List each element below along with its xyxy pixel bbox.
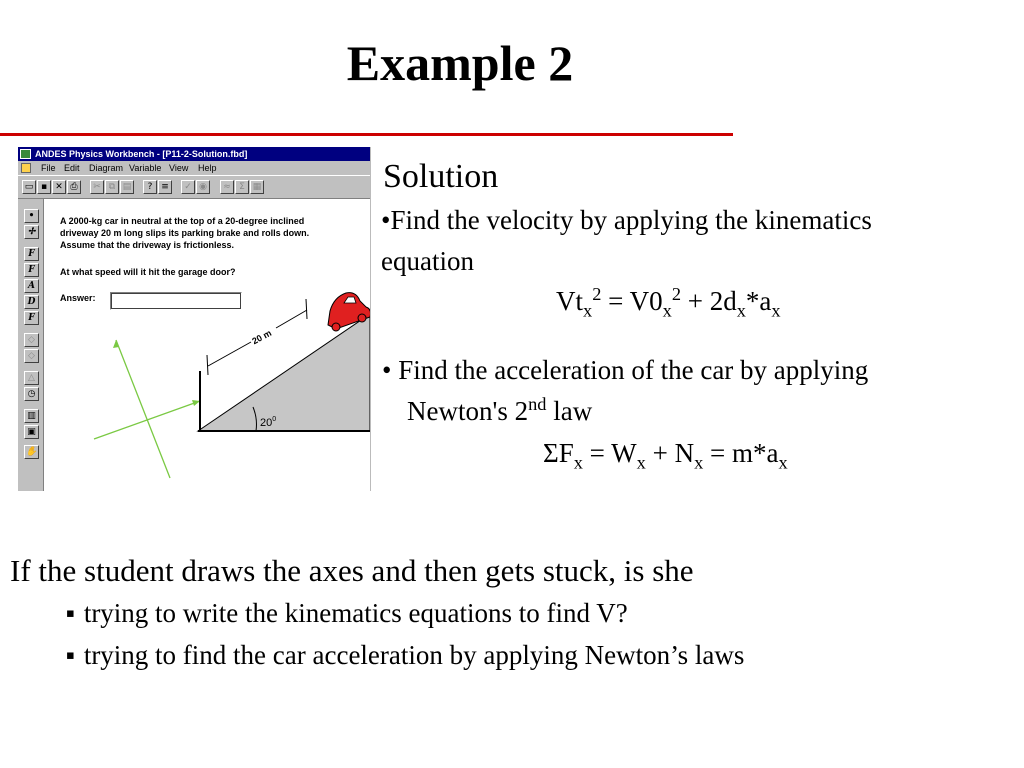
- toolbar: [18, 175, 370, 199]
- menu-variable[interactable]: Variable: [129, 163, 162, 173]
- solution-heading: Solution: [383, 158, 499, 195]
- force-vector-icon[interactable]: F: [24, 247, 39, 261]
- app-icon: [20, 149, 31, 159]
- menu-diagram[interactable]: Diagram: [89, 163, 124, 173]
- hand-tool-icon[interactable]: ✋: [25, 447, 38, 457]
- solution-step2: [382, 355, 868, 385]
- window-title: ANDES Physics Workbench - [P11-2-Solution.fbd]: [35, 149, 248, 159]
- system-tool-icon[interactable]: ◇: [24, 349, 39, 363]
- incline-ramp: [198, 314, 370, 431]
- displacement-vector-icon[interactable]: D: [24, 295, 39, 309]
- problem-question: At what speed will it hit the garage door?: [60, 267, 236, 277]
- axes-tool-icon[interactable]: ✢: [24, 225, 39, 239]
- y-axis-line[interactable]: [116, 340, 170, 478]
- option-text: trying to find the car acceleration by applying Newton’s laws: [83, 640, 745, 670]
- paste-icon[interactable]: ▤: [120, 180, 134, 194]
- length-label: 20 m: [250, 327, 274, 347]
- sigma-icon[interactable]: Σ: [235, 180, 249, 194]
- square-bullet-icon: ▪: [66, 648, 75, 663]
- field-vector-icon[interactable]: F: [24, 311, 39, 325]
- hint-icon[interactable]: ≡: [158, 180, 172, 194]
- incline-diagram: [44, 199, 370, 491]
- bullet: •: [382, 355, 392, 385]
- step2-text: Find the acceleration of the car by applying: [391, 355, 869, 385]
- menu-bar: [18, 161, 370, 175]
- newton-equation: $\Sigma F_x = W_x + N_x = m*a_x$: [543, 438, 788, 473]
- menu-file[interactable]: File: [41, 163, 56, 173]
- square-bullet-icon: ▪: [66, 606, 75, 621]
- body-tool-icon[interactable]: ◇: [24, 333, 39, 347]
- delete-icon[interactable]: ✕: [52, 180, 66, 194]
- menu-edit[interactable]: Edit: [64, 163, 80, 173]
- document-icon[interactable]: [21, 163, 31, 173]
- copy-icon[interactable]: ⧉: [105, 180, 119, 194]
- bullet: •: [381, 205, 391, 235]
- net-force-icon[interactable]: F: [24, 263, 39, 277]
- acceleration-vector-icon[interactable]: A: [24, 279, 39, 293]
- equation-icon[interactable]: ≈: [220, 180, 234, 194]
- x-axis-arrowhead: [192, 400, 200, 406]
- solution-step1-cont: equation: [381, 246, 474, 276]
- print-icon[interactable]: ⎙: [67, 180, 81, 194]
- drawing-tools-palette: [18, 199, 44, 491]
- solution-step1: [381, 205, 872, 235]
- problem-line: driveway 20 m long slips its parking brake and rolls down.: [60, 228, 310, 238]
- grid-tool-icon[interactable]: ▣: [24, 425, 39, 439]
- andes-app-window: [18, 147, 371, 491]
- calculator-icon[interactable]: ▦: [250, 180, 264, 194]
- dimension-line: [208, 342, 251, 366]
- assist-icon[interactable]: ◉: [196, 180, 210, 194]
- question-stem: If the student draws the axes and then gets stuck, is she: [10, 553, 694, 588]
- menu-help[interactable]: Help: [198, 163, 217, 173]
- explain-icon[interactable]: ✓: [181, 180, 195, 194]
- cut-icon[interactable]: ✂: [90, 180, 104, 194]
- answer-label: Answer:: [60, 293, 96, 303]
- option-text: trying to write the kinematics equations to find V?: [83, 598, 628, 628]
- slide-title: Example 2: [346, 35, 574, 91]
- problem-line: A 2000-kg car in neutral at the top of a 20-degree inclined: [60, 216, 305, 226]
- save-icon[interactable]: ▪: [37, 180, 51, 194]
- clock-tool-icon[interactable]: ◷: [24, 387, 39, 401]
- option-item: [66, 640, 744, 671]
- problem-line: Assume that the driveway is frictionless.: [60, 240, 235, 250]
- select-tool-icon[interactable]: •: [24, 209, 39, 223]
- help-icon[interactable]: ?: [143, 180, 157, 194]
- step1-text: Find the velocity by applying the kinematics: [390, 205, 872, 235]
- dimension-tick: [207, 355, 208, 375]
- window-titlebar[interactable]: [18, 147, 370, 161]
- open-icon[interactable]: ▭: [22, 180, 36, 194]
- title-divider: [0, 133, 733, 136]
- angle-tool-icon[interactable]: △: [24, 371, 39, 385]
- kinematics-equation: $Vt_x^2 = V0_x^2 + 2d_x*a_x$: [556, 284, 781, 321]
- option-item: [66, 598, 628, 629]
- dimension-tick: [306, 299, 307, 319]
- menu-view[interactable]: View: [169, 163, 189, 173]
- x-axis-line[interactable]: [94, 401, 200, 439]
- ruler-tool-icon[interactable]: ▥: [24, 409, 39, 423]
- dimension-line: [276, 310, 307, 328]
- solution-step2-cont: Newton's 2nd law: [407, 394, 593, 426]
- angle-label: $20^0$: [260, 416, 277, 429]
